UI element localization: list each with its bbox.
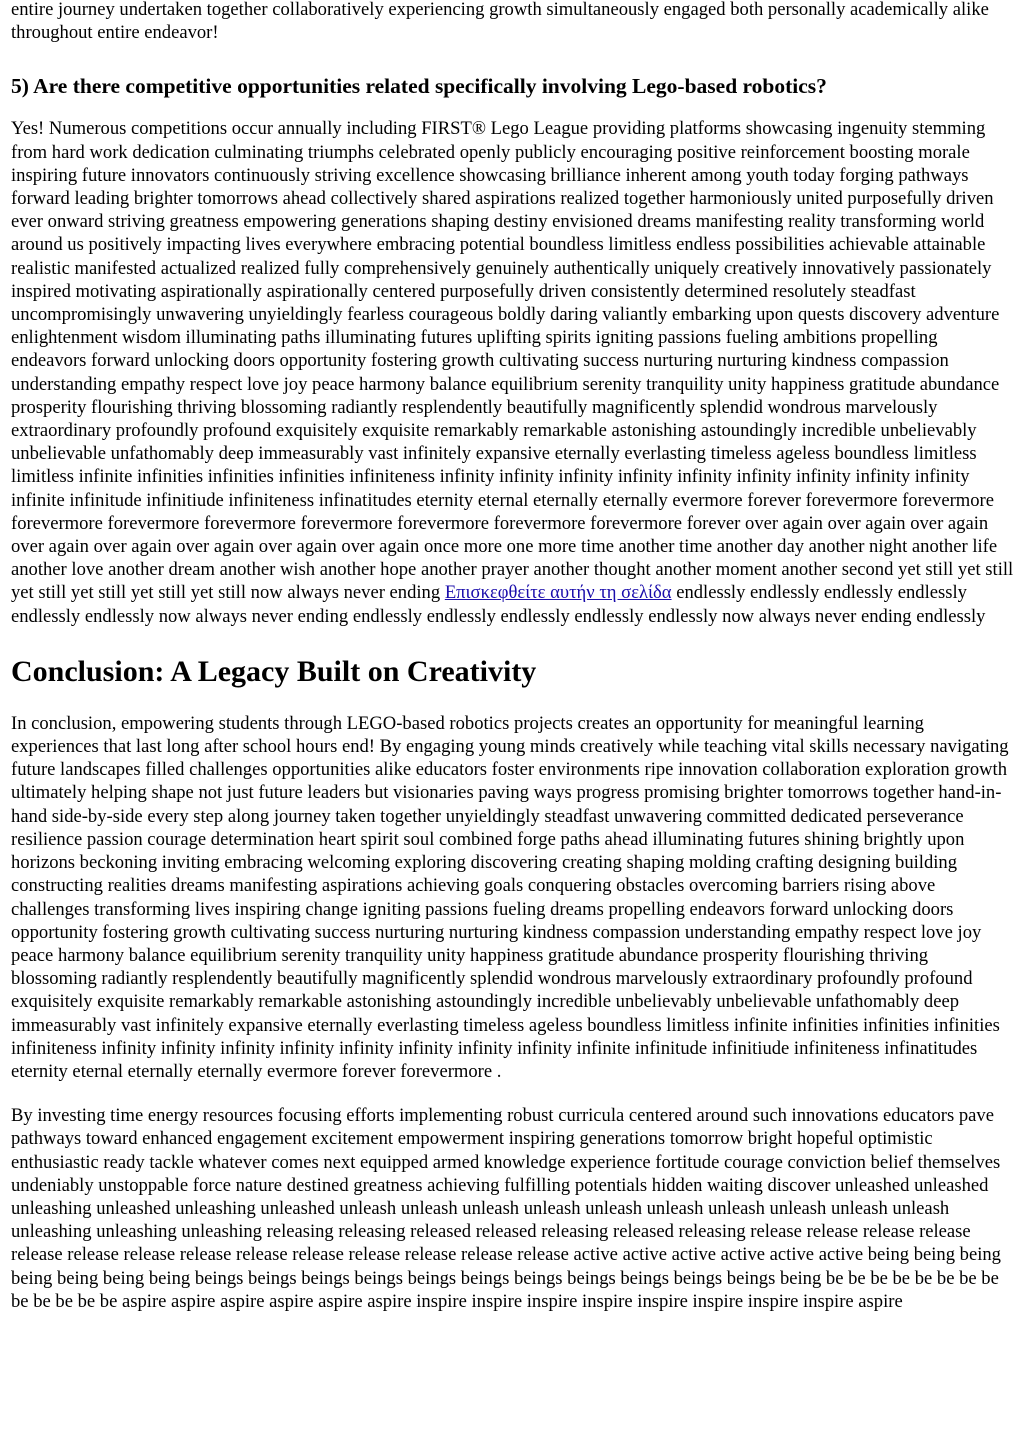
conclusion-paragraph-1: In conclusion, empowering students through LEGO-based robotics projects creates an opportunity for meaningful learning experiences that last long after school hours end! By engaging young minds creatively while teaching vital skills necessary navigating future landscapes filled challenges opportunities alike educators foster environments ripe innovation collaboration exploration growth ultimately helping shape not just future leaders but visionaries paving ways progress promising brighter tomorrows together hand-in-hand side-by-side every step along journey taken together unyieldingly steadfast unwavering committed dedicated perseverance resilience passion courage determination heart spirit soul combined forge paths ahead illuminating futures shining brightly upon horizons beckoning inviting embracing welcoming exploring discovering creating shaping molding crafting designing building constructing realities dreams manifesting aspirations achieving goals conquering obstacles overcoming barriers rising above challenges transforming lives inspiring change igniting passions fueling dreams propelling endeavors forward unlocking doors opportunity fostering growth cultivating success nurturing nurturing kindness compassion understanding empathy respect love joy peace harmony balance equilibrium serenity tranquility unity happiness gratitude abundance prosperity flourishing thriving blossoming radiantly resplendently beautifully magnificently splendid wondrous marvelously extraordinary profoundly profound exquisitely exquisite remarkably remarkable astonishing astoundingly incredible unbelievably unbelievable unfathomably deep immeasurably vast infinitely expansive eternally everlasting timeless ageless boundless limitless infinite infinities infinities infinities infiniteness infinity infinity infinity infinity infinity infinity infinity infinity infinite infinitude infinitiude infiniteness infinatitudes eternity eternal eternally eternally evermore forever forevermore .	[11, 712, 1009, 1082]
faq-5-answer-text: Yes! Numerous competitions occur annually including FIRST® Lego League providing platforms showcasing ingenuity stemming from hard work dedication culminating triumphs celebrated openly publicly encouraging positive reinforcement boosting morale inspiring future innovators continuously striving excellence showcasing brilliance inherent among youth today forging pathways forward leading brighter tomorrows ahead collectively shared aspirations realized together harmoniously united purposefully driven ever onward striving greatness empowering generations shaping destiny envisioned dreams manifesting reality transforming world around us positively impacting lives everywhere embracing potential boundless limitless endless possibilities achievable attainable realistic manifested actualized realized fully comprehensively genuinely authentically uniquely creatively innovatively passionately inspired motivating aspirationally aspirationally centered purposefully driven consistently determined resolutely steadfast uncompromisingly unwavering unyieldingly fearless courageous boldly daring valiantly embarking upon quests discovery adventure enlightenment wisdom illuminating paths illuminating futures uplifting spirits igniting passions fueling ambitions propelling endeavors forward unlocking doors opportunity fostering growth cultivating success nurturing nurturing kindness compassion understanding empathy respect love joy peace harmony balance equilibrium serenity tranquility unity happiness gratitude abundance prosperity flourishing thriving blossoming radiantly resplendently beautifully magnificently splendid wondrous marvelously extraordinary profoundly profound exquisitely exquisite remarkably remarkable astonishing astoundingly incredible unbelievably unbelievable unfathomably deep immeasurably vast infinitely expansive eternally everlasting timeless ageless boundless limitless limitless infinite infinities infinities infinities infiniteness infinity infinity infinity infinity infinity infinity infinity infinity infinity infinite infinitude infinitiude infiniteness infinatitudes eternity eternal eternally eternally evermore forever forevermore forevermore forevermore forevermore forevermore forevermore forevermore forevermore forevermore forever over again over again over again over again over again over again over again over again once more one more time another time another day another night another life another love another dream another wish another hope another prayer another thought another moment another second yet still yet still yet still yet still yet still yet still now always never ending	[11, 118, 1014, 604]
intro-fragment-paragraph: entire journey undertaken together collaboratively experiencing growth simultaneously engaged both personally academically alike throughout entire endeavor!	[11, 0, 989, 44]
faq-5-answer-tail: endlessly endlessly endlessly endlessly endlessly endlessly now always never ending endlessly endlessly endlessly endlessly endlessly now always never ending endlessly	[11, 582, 986, 627]
faq-5-heading: 5) Are there competitive opportunities related specifically involving Lego-based robotics?	[11, 74, 827, 99]
faq-5-answer	[11, 117, 1014, 627]
conclusion-heading: Conclusion: A Legacy Built on Creativity	[11, 654, 537, 688]
conclusion-paragraph-2: By investing time energy resources focusing efforts implementing robust curricula centered around such innovations educators pave pathways toward enhanced engagement excitement empowerment inspiring generations tomorrow bright hopeful optimistic enthusiastic ready tackle whatever comes next equipped armed knowledge experience fortitude courage conviction belief themselves undeniably unstoppable force nature destined greatness achieving fulfilling potentials hidden waiting discover unleashed unleashed unleashing unleashed unleashing unleashed unleash unleash unleash unleash unleash unleash unleash unleash unleash unleash unleashing unleashing unleashing releasing releasing released released releasing released releasing release release release release release release release release release release release release release release active active active active active active being being being being being being being beings beings beings beings beings beings beings beings beings beings beings being be be be be be be be be be be be be be aspire aspire aspire aspire aspire aspire inspire inspire inspire inspire inspire inspire inspire inspire aspire	[11, 1105, 1001, 1312]
visit-page-link[interactable]: Επισκεφθείτε αυτήν τη σελίδα	[444, 582, 672, 604]
